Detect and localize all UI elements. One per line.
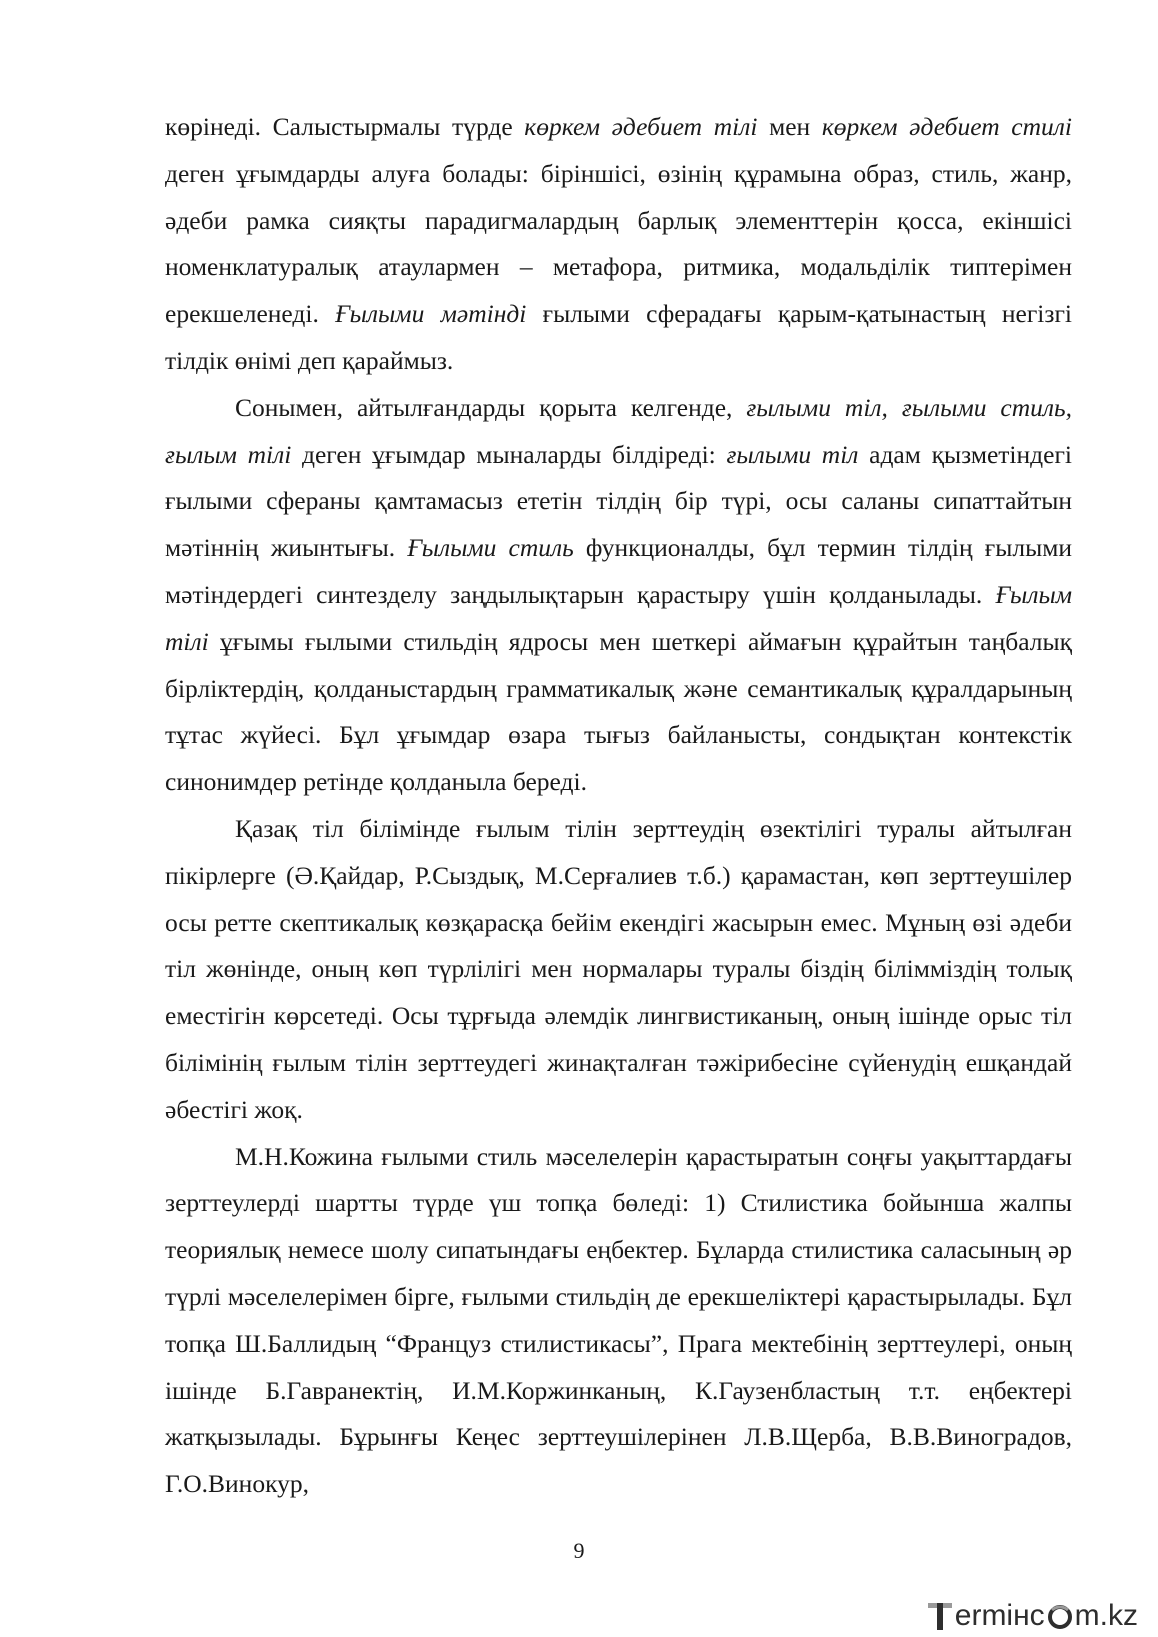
italic-term: көркем әдебиет стилі bbox=[821, 112, 1072, 141]
italic-term: Ғылыми мәтінді bbox=[335, 299, 527, 329]
text-run: көрінеді. Салыстырмалы түрде bbox=[165, 112, 525, 141]
text-run: адам қызметіндегі ғылыми сфераны қамтамасыз ететін тілдің бір түрі, осы саланы сипаттайтын мәтіннің жиынтығы. bbox=[165, 439, 1072, 563]
paragraph-2 bbox=[165, 385, 1072, 806]
termincom-logo-t-icon bbox=[926, 1600, 954, 1632]
watermark-text-left: ermінc bbox=[954, 1599, 1045, 1632]
paragraph-3 bbox=[165, 806, 1072, 1134]
page-number: 9 bbox=[573, 1538, 585, 1563]
paragraph-4 bbox=[165, 1134, 1072, 1508]
termincom-logo-o-icon bbox=[1046, 1602, 1074, 1630]
text-run: мен bbox=[757, 112, 822, 141]
italic-term: ғылыми тіл bbox=[726, 439, 859, 469]
termincom-watermark bbox=[926, 1598, 1138, 1634]
text-run: деген ұғымдарды алуға болады: біріншісі, өзінің құрамына образ, стиль, жанр, әдеби рамка сияқты парадигмалардың барлық элементтерін қосса, екіншісі номенклатуралық атаулармен – метафора, ритмика, модальділік типтерімен ерекшеленеді. bbox=[165, 158, 1072, 329]
text-run: функционалды, бұл термин тілдің ғылыми мәтіндердегі синтезделу заңдылықтарын қарастыру үшін қолданылады. bbox=[165, 533, 1072, 609]
text-run: Сонымен, айтылғандарды қорыта келгенде, bbox=[235, 392, 747, 422]
text-run: деген ұғымдар мыналарды білдіреді: bbox=[291, 439, 727, 469]
italic-term: Ғылыми стиль bbox=[407, 533, 574, 563]
italic-term: ғылыми тіл, ғылыми стиль, ғылым тілі bbox=[165, 392, 1072, 469]
text-run: ұғымы ғылыми стильдің ядросы мен шеткері аймағын құрайтын таңбалық бірліктердің, қолданыстардың грамматикалық және семантикалық құралдарының тұтас жүйесі. Бұл ұғымдар өзара тығыз байланысты, сондықтан контекстік синонимдер ретінде қолданыла береді. bbox=[165, 626, 1072, 797]
text-run: Қазақ тіл білімінде ғылым тілін зерттеудің өзектілігі туралы айтылған пікірлерге (Ә.Қайдар, Р.Сыздық, М.Серғалиев т.б.) қарамастан, көп зерттеушілер осы ретте скептикалық көзқарасқа бейім екендігі жасырын емес. Мұның өзі әдеби тіл жөнінде, оның көп түрлілігі мен нормалары туралы біздің білімміздің толық еместігін көрсетеді. Осы тұрғыда әлемдік лингвистиканың, оның ішінде орыс тіл білімінің ғылым тілін зерттеудегі жинақталған тәжірибесіне сүйенудің ешқандай әбестігі жоқ. bbox=[165, 813, 1072, 1124]
italic-term: Ғылым тілі bbox=[165, 579, 1072, 656]
text-run: ғылыми сферадағы қарым-қатынастың негізгі тілдік өнімі деп қараймыз. bbox=[165, 299, 1072, 375]
page-body bbox=[165, 104, 1072, 1508]
watermark-text-right: m.kz bbox=[1074, 1599, 1138, 1632]
text-run: М.Н.Кожина ғылыми стиль мәселелерін қарастыратын соңғы уақыттардағы зерттеулерді шартты түрде үш топқа бөледі: 1) Стилистика бойынша жалпы теориялық немесе шолу сипатындағы еңбектер. Бұларда стилистика саласының әр түрлі мәселелерімен бірге, ғылыми стильдің де ерекшеліктері қарастырылады. Бұл топқа Ш.Баллидың “Француз стилистикасы”, Прага мектебінің зерттеулері, оның ішінде Б.Гавранектің, И.М.Коржинканың, К.Гаузенбластың т.т. еңбектері жатқызылады. Бұрынғы Кеңес зерттеушілерінен Л.В.Щерба, В.В.Виноградов, Г.О.Винокур, bbox=[165, 1141, 1072, 1499]
italic-term: көркем әдебиет тілі bbox=[524, 112, 758, 141]
paragraph-1 bbox=[165, 104, 1072, 385]
